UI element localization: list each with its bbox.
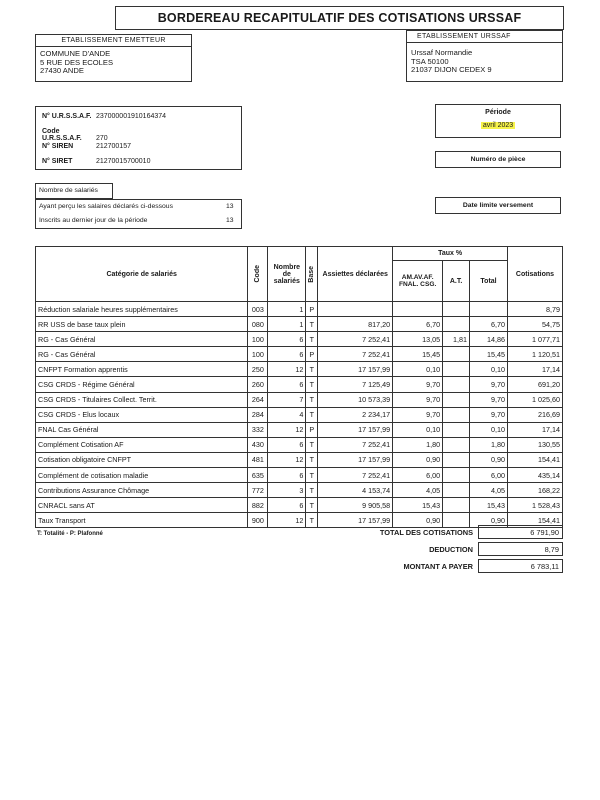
cell-cat: RR USS de base taux plein [36,317,248,332]
cell-cot: 1 077,71 [507,332,562,347]
cell-assiette: 7 252,41 [318,347,393,362]
cell-total [470,302,508,317]
cell-nb: 6 [268,437,306,452]
cell-assiette: 7 252,41 [318,332,393,347]
cell-at [443,317,470,332]
cell-code: 080 [248,317,268,332]
cell-cat: Réduction salariale heures supplémentaires [36,302,248,317]
cell-total: 6,70 [470,317,508,332]
cell-base: T [306,332,318,347]
piece-box [435,151,561,168]
cell-nb: 12 [268,422,306,437]
cell-cot: 17,14 [507,422,562,437]
table-row [36,483,563,498]
cell-code: 772 [248,483,268,498]
emitter-header: ETABLISSEMENT EMETTEUR [36,35,191,47]
cell-code: 284 [248,407,268,422]
cell-total: 15,43 [470,498,508,513]
cell-cot: 435,14 [507,468,562,483]
cell-code: 332 [248,422,268,437]
cell-total: 6,00 [470,468,508,483]
cell-cot: 168,22 [507,483,562,498]
deduction-label: DEDUCTION [429,545,473,554]
col-header-categorie: Catégorie de salariés [36,247,248,302]
cell-nb: 6 [268,332,306,347]
cell-cat: CNFPT Formation apprentis [36,362,248,377]
cell-cot: 17,14 [507,362,562,377]
cell-nb: 6 [268,498,306,513]
cotisations-table [35,246,563,528]
cell-total: 9,70 [470,392,508,407]
col-header-amav: AM.AV.AF. FNAL. CSG. [393,261,443,302]
col-header-nombre: Nombre de salariés [268,247,306,302]
cell-at [443,377,470,392]
cell-cot: 154,41 [507,513,562,528]
cell-amav: 6,00 [393,468,443,483]
table-row [36,468,563,483]
cell-amav: 15,43 [393,498,443,513]
urssaf-no-label: N° U.R.S.S.A.F. [42,113,92,120]
cell-code: 900 [248,513,268,528]
cell-nb: 12 [268,513,306,528]
urssaf-box [406,30,563,82]
cell-at [443,498,470,513]
salaries-header-box [35,183,113,199]
cell-at [443,392,470,407]
salaries-row1-label: Ayant perçu les salaires déclarés ci-dessous [39,203,173,210]
cell-code: 882 [248,498,268,513]
cell-at [443,347,470,362]
cell-amav: 9,70 [393,392,443,407]
cell-total: 0,90 [470,452,508,467]
cell-at [443,302,470,317]
table-row [36,332,563,347]
cell-base: T [306,362,318,377]
cell-code: 264 [248,392,268,407]
cell-nb: 6 [268,347,306,362]
col-header-cotisations: Cotisations [507,247,562,302]
cell-nb: 6 [268,468,306,483]
table-row [36,347,563,362]
cell-cot: 54,75 [507,317,562,332]
montant-label: MONTANT A PAYER [403,562,473,571]
cell-assiette: 7 125,49 [318,377,393,392]
total-label: TOTAL DES COTISATIONS [379,528,473,537]
cell-base: P [306,302,318,317]
cell-cat: Contributions Assurance Chômage [36,483,248,498]
emitter-line: 5 RUE DES ECOLES [40,57,114,67]
col-header-base: Base [306,247,318,302]
table-row [36,498,563,513]
table-row [36,362,563,377]
salaries-box [35,199,242,229]
cell-assiette [318,302,393,317]
cell-amav: 0,10 [393,422,443,437]
cell-amav: 9,70 [393,407,443,422]
cell-amav: 0,10 [393,362,443,377]
cell-assiette: 9 905,58 [318,498,393,513]
cell-code: 100 [248,332,268,347]
cell-total: 14,86 [470,332,508,347]
urssaf-line: 21037 DIJON CEDEX 9 [411,65,492,75]
cell-base: T [306,392,318,407]
cell-nb: 1 [268,302,306,317]
cell-assiette: 17 157,99 [318,513,393,528]
cell-amav [393,302,443,317]
table-row [36,377,563,392]
cell-amav: 0,90 [393,452,443,467]
table-row [36,407,563,422]
cell-cot: 8,79 [507,302,562,317]
cell-cat: Complément Cotisation AF [36,437,248,452]
cell-nb: 3 [268,483,306,498]
cell-amav: 15,45 [393,347,443,362]
cell-cat: Complément de cotisation maladie [36,468,248,483]
salaries-header: Nombre de salariés [39,187,98,194]
cell-total: 0,10 [470,362,508,377]
cell-cat: FNAL Cas Général [36,422,248,437]
cell-nb: 7 [268,392,306,407]
document-title: BORDEREAU RECAPITULATIF DES COTISATIONS URSSAF [115,6,564,30]
cell-at [443,422,470,437]
salaries-row2-value: 13 [226,217,234,224]
cell-cot: 216,69 [507,407,562,422]
cell-nb: 4 [268,407,306,422]
cell-code: 100 [248,347,268,362]
cell-cot: 1 528,43 [507,498,562,513]
cell-at [443,452,470,467]
cell-total: 9,70 [470,407,508,422]
cell-cat: Taux Transport [36,513,248,528]
emitter-line: 27430 ANDE [40,66,84,76]
cell-at [443,437,470,452]
cell-base: P [306,347,318,362]
cell-cat: CSG CRDS - Elus locaux [36,407,248,422]
emitter-line: COMMUNE D'ANDE [40,49,111,58]
cell-base: T [306,377,318,392]
cell-cot: 1 120,51 [507,347,562,362]
cell-at [443,513,470,528]
cell-cat: CSG CRDS - Régime Général [36,377,248,392]
cell-amav: 1,80 [393,437,443,452]
periode-box [435,104,561,138]
emitter-box [35,34,192,82]
cell-code: 481 [248,452,268,467]
cell-assiette: 2 234,17 [318,407,393,422]
deduction-value: 8,79 [478,542,563,556]
cell-amav: 4,05 [393,483,443,498]
base-legend: T: Totalité - P: Plafonné [37,531,103,537]
total-value: 6 791,90 [478,525,563,539]
cell-total: 0,90 [470,513,508,528]
cell-assiette: 10 573,39 [318,392,393,407]
cell-base: P [306,422,318,437]
siret-value: 21270015700010 [95,158,151,165]
cell-amav: 0,90 [393,513,443,528]
siret-label: N° SIRET [42,158,73,165]
siren-value: 212700157 [95,143,131,150]
cell-base: T [306,437,318,452]
cell-amav: 13,05 [393,332,443,347]
cell-amav: 6,70 [393,317,443,332]
cell-base: T [306,407,318,422]
table-row [36,392,563,407]
cell-cot: 154,41 [507,452,562,467]
cell-assiette: 4 153,74 [318,483,393,498]
cell-at [443,362,470,377]
urssaf-no-value: 237000001910164374 [95,113,167,120]
cell-code: 635 [248,468,268,483]
cell-code: 003 [248,302,268,317]
cell-assiette: 17 157,99 [318,452,393,467]
col-header-taux: Taux % [393,247,508,261]
salaries-row1-value: 13 [226,203,234,210]
cell-base: T [306,498,318,513]
code-value: 270 [95,135,108,142]
cell-at [443,483,470,498]
table-row [36,452,563,467]
cell-cot: 1 025,60 [507,392,562,407]
cell-amav: 9,70 [393,377,443,392]
cell-nb: 6 [268,377,306,392]
cell-at [443,468,470,483]
col-header-assiettes: Assiettes déclarées [318,247,393,302]
cell-at: 1,81 [443,332,470,347]
cell-cat: Cotisation obligatoire CNFPT [36,452,248,467]
cell-base: T [306,317,318,332]
cell-nb: 12 [268,452,306,467]
code-label: Code U.R.S.S.A.F. [42,128,82,142]
col-header-total: Total [470,261,508,302]
urssaf-line: TSA 50100 [411,56,449,66]
salaries-row2-label: Inscrits au dernier jour de la période [39,217,148,224]
urssaf-line: Urssaf Normandie [411,48,473,57]
cell-total: 9,70 [470,377,508,392]
cell-code: 430 [248,437,268,452]
cell-cot: 691,20 [507,377,562,392]
cell-total: 15,45 [470,347,508,362]
cell-assiette: 17 157,99 [318,422,393,437]
cell-code: 250 [248,362,268,377]
cell-total: 1,80 [470,437,508,452]
date-limite-box [435,197,561,214]
table-row [36,437,563,452]
cell-nb: 1 [268,317,306,332]
periode-label: Période [485,109,511,116]
cell-code: 260 [248,377,268,392]
table-row [36,422,563,437]
piece-label: Numéro de pièce [470,156,526,163]
date-limite-label: Date limite versement [462,202,534,209]
cell-assiette: 7 252,41 [318,468,393,483]
cell-total: 4,05 [470,483,508,498]
cell-cat: CSG CRDS - Titulaires Collect. Territ. [36,392,248,407]
cell-base: T [306,452,318,467]
cell-cat: CNRACL sans AT [36,498,248,513]
cell-assiette: 817,20 [318,317,393,332]
table-row [36,317,563,332]
cell-cot: 130,55 [507,437,562,452]
identifiers-box [35,106,242,170]
cell-at [443,407,470,422]
col-header-at: A.T. [443,261,470,302]
col-header-code: Code [248,247,268,302]
siren-label: N° SIREN [42,143,74,150]
cell-assiette: 7 252,41 [318,437,393,452]
cell-base: T [306,468,318,483]
cell-base: T [306,483,318,498]
urssaf-header: ETABLISSEMENT URSSAF [407,31,562,43]
montant-value: 6 783,11 [478,559,563,573]
cell-nb: 12 [268,362,306,377]
periode-value: avril 2023 [482,122,514,129]
cell-cat: RG - Cas Général [36,347,248,362]
cell-cat: RG - Cas Général [36,332,248,347]
cell-base: T [306,513,318,528]
cell-assiette: 17 157,99 [318,362,393,377]
cell-total: 0,10 [470,422,508,437]
table-row [36,302,563,317]
